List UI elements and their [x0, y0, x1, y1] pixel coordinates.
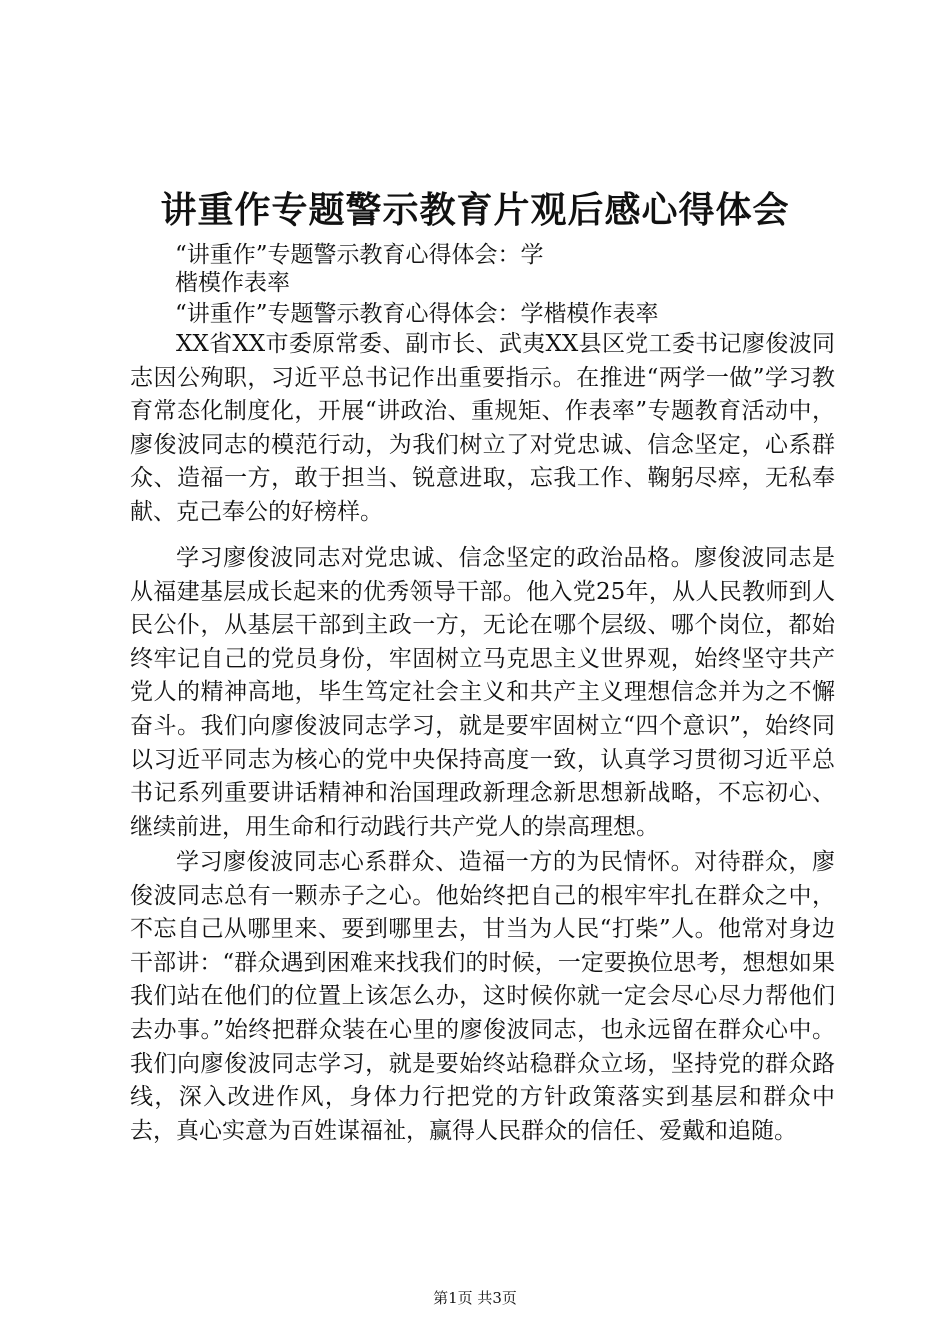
document-title: 讲重作专题警示教育片观后感心得体会 [160, 189, 790, 231]
subheading-line-1: “讲重作”专题警示教育心得体会：学 [175, 242, 544, 268]
paragraph-3: 学习廖俊波同志心系群众、造福一方的为民情怀。对待群众，廖俊波同志总有一颗赤子之心。他始终把自己的根牢牢扎在群众之中，不忘自己从哪里来、要到哪里去，甘当为人民“打柴”人。他常对身边干部讲：“群众遇到困难来找我们的时候，一定要换位思考，想想如果我们站在他们的位置上该怎么办，这时候你就一定会尽心尽力帮他们去办事。”始终把群众装在心里的廖俊波同志，也永远留在群众心中。我们向廖俊波同志学习，就是要始终站稳群众立场，坚持党的群众路线，深入改进作风，身体力行把党的方针政策落实到基层和群众中去，真心实意为百姓谋福祉，赢得人民群众的信任、爱戴和追随。 [130, 849, 835, 1144]
page-footer: 第1页 共3页 [433, 1289, 517, 1307]
paragraph-2: 学习廖俊波同志对党忠诚、信念坚定的政治品格。廖俊波同志是从福建基层成长起来的优秀领导干部。他入党25年，从人民教师到人民公仆，从基层干部到主政一方，无论在哪个层级、哪个岗位，都始终牢记自己的党员身份，牢固树立马克思主义世界观，始终坚守共产党人的精神高地，毕生笃定社会主义和共产主义理想信念并为之不懈奋斗。我们向廖俊波同志学习，就是要牢固树立“四个意识”，始终同以习近平同志为核心的党中央保持高度一致，认真学习贯彻习近平总书记系列重要讲话精神和治国理政新理念新思想新战略，不忘初心、继续前进，用生命和行动践行共产党人的崇高理想。 [130, 545, 835, 840]
paragraph-1: XX省XX市委原常委、副市长、武夷XX县区党工委书记廖俊波同志因公殉职，习近平总书记作出重要指示。在推进“两学一做”学习教育常态化制度化，开展“讲政治、重规矩、作表率”专题教育活动中，廖俊波同志的模范行动，为我们树立了对党忠诚、信念坚定，心系群众、造福一方，敢于担当、锐意进取，忘我工作、鞠躬尽瘁，无私奉献、克己奉公的好榜样。 [130, 331, 835, 525]
subheading-line-2: 楷模作表率 [175, 270, 290, 296]
subheading-line-3: “讲重作”专题警示教育心得体会：学楷模作表率 [175, 301, 659, 327]
